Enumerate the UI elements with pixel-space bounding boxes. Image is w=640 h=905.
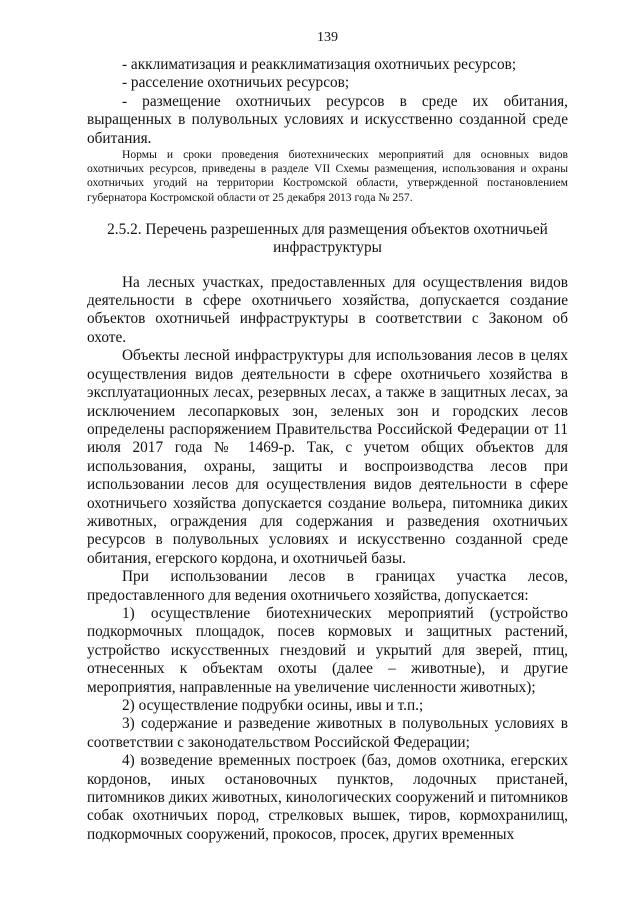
list-item: - расселение охотничьих ресурсов; — [122, 74, 350, 92]
footnote-paragraph: Нормы и сроки проведения биотехнических мероприятий для основных видов охотничьих ресурсов, приведены в разделе VII Схемы размещения, использования и охраны охотничьих угодий на территории Костромской области, утвержденной постановлением губернатора Костромской области от 25 декабря 2013 года № 257. — [87, 148, 568, 204]
list-item: 3) содержание и разведение животных в полувольных условиях в соответствии с законодательством Российской Федерации; — [87, 715, 568, 751]
list-item: 4) возведение временных построек (баз, домов охотника, егерских кордонов, иных остановочных пунктов, лодочных пристаней, питомников диких животных, кинологических сооружений и питомников собак охотничьих пород, стрелковых вышек, тиров, кормохранилищ, подкормочных сооружений, прокосов, просек, других временных — [87, 752, 568, 843]
list-item: 2) осуществление подрубки осины, ивы и т.п.; — [122, 697, 424, 714]
list-item: 1) осуществление биотехнических мероприятий (устройство подкормочных площадок, посев кормовых и защитных растений, устройство искусственных гнездовий и укрытий для зверей, птиц, отнесенных к объектам охоты (далее – животные), и другие мероприятия, направленные на увеличение численности животных); — [87, 604, 568, 696]
document-page — [87, 30, 568, 844]
paragraph: На лесных участках, предоставленных для осуществления видов деятельности в сфере охотничьего хозяйства, допускается создание объектов охотничьей инфраструктуры в соответствии с Законом об охоте. — [87, 273, 568, 346]
paragraph: При использовании лесов в границах участка лесов, предоставленного для ведения охотничьего хозяйства, допускается: — [87, 568, 568, 604]
list-item: - акклиматизация и реакклиматизация охотничьих ресурсов; — [122, 56, 517, 73]
list-item: - размещение охотничьих ресурсов в среде их обитания, выращенных в полувольных условиях и искусственно созданной среде обитания. — [87, 92, 568, 147]
section-heading: 2.5.2. Перечень разрешенных для размещения объектов охотничьей инфраструктуры — [107, 220, 548, 257]
paragraph: Объекты лесной инфраструктуры для использования лесов в целях осуществления видов деятельности в сфере охотничьего хозяйства в эксплуатационных лесах, резервных лесах, а также в защитных лесах, за исключением лесопарковых зон, зеленых зон и городских лесов определены распоряжением Правительства Российской Федерации от 11 июля 2017 года № 1469-р. Так, с учетом общих объектов для использования, охраны, защиты и воспроизводства лесов при использовании лесов для осуществления видов деятельности в сфере охотничьего хозяйства допускается создание вольера, питомника диких животных, ограждения для содержания и разведения охотничьих ресурсов в полувольных условиях и искусственно созданной среде обитания, егерского кордона, и охотничьей базы. — [87, 347, 568, 567]
page-number: 139 — [317, 30, 338, 45]
